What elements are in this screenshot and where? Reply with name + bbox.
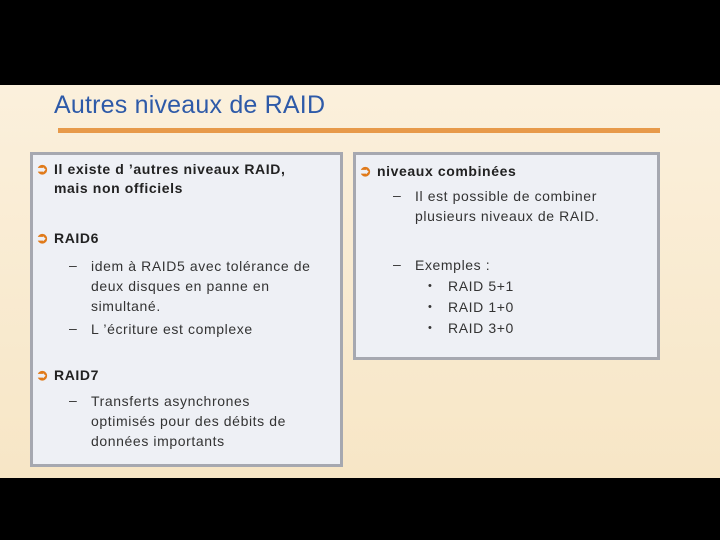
list-item-text: RAID 5+1 bbox=[448, 278, 514, 294]
list-item bbox=[428, 276, 514, 296]
list-item bbox=[428, 297, 514, 317]
sub-text: deux disques en panne en bbox=[91, 278, 270, 294]
sub-text: données importants bbox=[91, 433, 225, 449]
list-item bbox=[428, 318, 514, 338]
sub-text: Exemples : bbox=[415, 257, 491, 273]
example-list bbox=[428, 276, 514, 338]
arrow-bullet-icon: ➲ bbox=[36, 161, 49, 178]
bullet-combined-levels bbox=[359, 162, 516, 181]
arrow-bullet-icon: ➲ bbox=[36, 230, 49, 247]
list-item-text: RAID 1+0 bbox=[448, 299, 514, 315]
sub-raid6-writing bbox=[69, 319, 253, 339]
bullet-raid6 bbox=[36, 229, 99, 248]
left-panel bbox=[30, 152, 343, 467]
dash-marker: – bbox=[393, 187, 401, 203]
sub-text: optimisés pour des débits de bbox=[91, 413, 287, 429]
bullet-text: mais non officiels bbox=[54, 180, 184, 196]
arrow-bullet-icon: ➲ bbox=[36, 367, 49, 384]
bullet-label: RAID6 bbox=[54, 230, 100, 246]
bullet-text: Il existe d ’autres niveaux RAID, bbox=[54, 161, 286, 177]
sub-raid7-transfers bbox=[69, 391, 286, 451]
right-panel bbox=[353, 152, 660, 360]
dot-marker: • bbox=[428, 301, 432, 313]
sub-combine bbox=[393, 186, 599, 226]
dash-marker: – bbox=[393, 256, 401, 272]
sub-text: plusieurs niveaux de RAID. bbox=[415, 208, 600, 224]
bullet-raid7 bbox=[36, 366, 99, 385]
dot-marker: • bbox=[428, 280, 432, 292]
slide-title: Autres niveaux de RAID bbox=[54, 91, 326, 119]
sub-text: simultané. bbox=[91, 298, 161, 314]
dash-marker: – bbox=[69, 392, 77, 408]
dot-marker: • bbox=[428, 322, 432, 334]
bullet-other-levels bbox=[36, 160, 285, 198]
sub-examples bbox=[393, 255, 490, 275]
title-underline bbox=[58, 128, 660, 133]
list-item-text: RAID 3+0 bbox=[448, 320, 514, 336]
slide bbox=[0, 85, 720, 478]
sub-text: Il est possible de combiner bbox=[415, 188, 597, 204]
bullet-label: RAID7 bbox=[54, 367, 100, 383]
bullet-label: niveaux combinées bbox=[377, 163, 517, 179]
sub-text: Transferts asynchrones bbox=[91, 393, 250, 409]
sub-text: idem à RAID5 avec tolérance de bbox=[91, 258, 311, 274]
dash-marker: – bbox=[69, 257, 77, 273]
sub-raid6-tolerance bbox=[69, 256, 311, 316]
arrow-bullet-icon: ➲ bbox=[359, 163, 372, 180]
dash-marker: – bbox=[69, 320, 77, 336]
sub-text: L ’écriture est complexe bbox=[91, 321, 253, 337]
